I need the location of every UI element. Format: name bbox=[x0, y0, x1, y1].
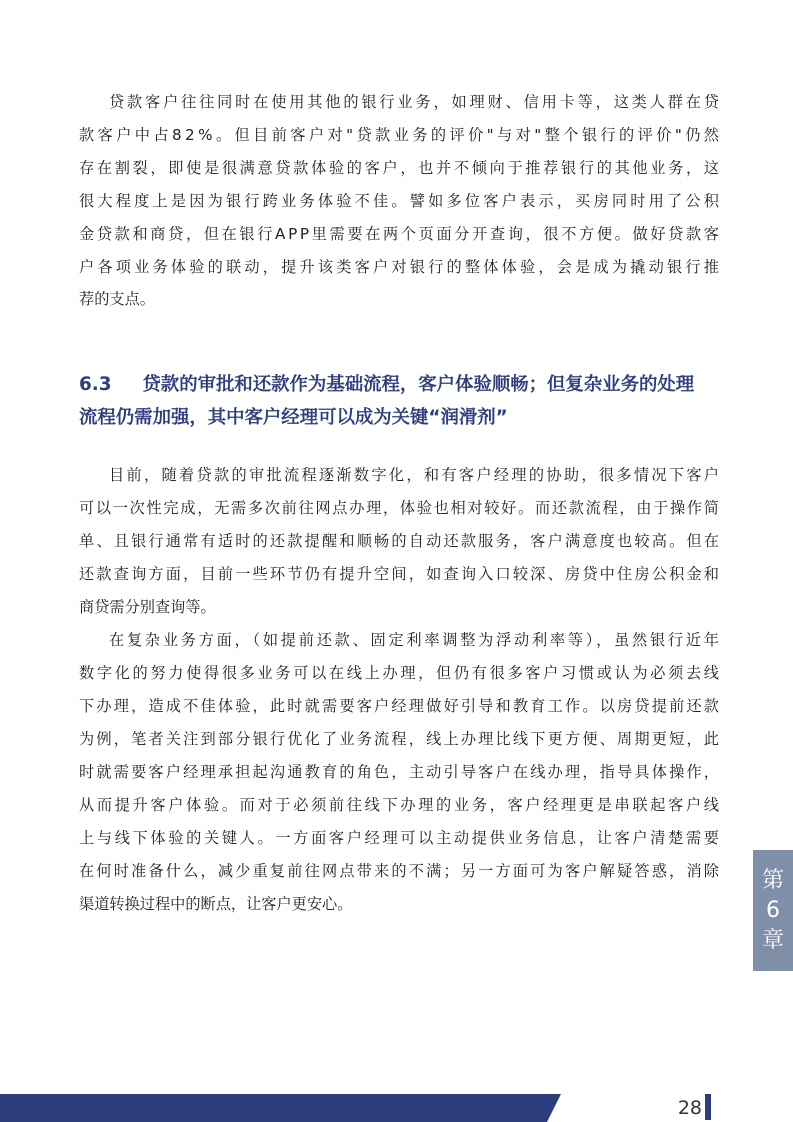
text-line: 目前，随着贷款的审批流程逐渐数字化，和有客户经理的协助，很多情况下客户 bbox=[109, 466, 722, 484]
section-title-line-1 bbox=[79, 372, 729, 398]
text-line: 存在割裂，即使是很满意贷款体验的客户，也并不倾向于推荐银行的其他业务，这 bbox=[79, 159, 722, 177]
text-line: 还款查询方面，目前一些环节仍有提升空间，如查询入口较深、房贷中住房公积金和 bbox=[79, 565, 722, 583]
text-line: 在复杂业务方面，（如提前还款、固定利率调整为浮动利率等），虽然银行近年 bbox=[109, 631, 722, 649]
text-line: 数字化的努力使得很多业务可以在线上办理，但仍有很多客户习惯或认为必须去线 bbox=[79, 664, 722, 682]
text-line: 户各项业务体验的联动，提升该类客户对银行的整体体验，会是成为撬动银行推 bbox=[79, 258, 723, 276]
chapter-tab-char: 章 bbox=[761, 927, 784, 953]
chapter-tab-char: 第 bbox=[761, 867, 784, 893]
page-marker bbox=[705, 1094, 711, 1120]
text-line: 荐的支点。 bbox=[79, 290, 155, 308]
chapter-tab bbox=[753, 850, 793, 971]
text-line: 商贷需分别查询等。 bbox=[79, 598, 216, 616]
text-line: 单、且银行通常有适时的还款提醒和顺畅的自动还款服务，客户满意度也较高。但在 bbox=[79, 532, 722, 550]
text-line: 可以一次性完成，无需多次前往网点办理，体验也相对较好。而还款流程，由于操作简 bbox=[79, 499, 721, 517]
text-line: 金贷款和商贷，但在银行APP里需要在两个页面分开查询，很不方便。做好贷款客 bbox=[79, 225, 722, 243]
chapter-tab-number: 6 bbox=[766, 897, 780, 923]
text-line: 从而提升客户体验。而对于必须前往线下办理的业务，客户经理更是串联起客户线 bbox=[79, 796, 722, 814]
footer-accent-bar bbox=[0, 1094, 561, 1122]
text-line: 款客户中占82%。但目前客户对"贷款业务的评价"与对"整个银行的评价"仍然 bbox=[79, 126, 723, 144]
text-line: 时就需要客户经理承担起沟通教育的角色，主动引导客户在线办理，指导具体操作， bbox=[79, 763, 722, 781]
section-title-text: 贷款的审批和还款作为基础流程，客户体验顺畅；但复杂业务的处理 bbox=[142, 374, 695, 395]
section-title-line-2: 流程仍需加强，其中客户经理可以成为关键“润滑剂” bbox=[79, 407, 508, 428]
text-line: 很大程度上是因为银行跨业务体验不佳。譬如多位客户表示，买房同时用了公积 bbox=[79, 192, 723, 210]
text-line: 贷款客户往往同时在使用其他的银行业务，如理财、信用卡等，这类人群在贷 bbox=[109, 93, 722, 111]
text-line: 在何时准备什么，减少重复前往网点带来的不满；另一方面可为客户解疑答惑，消除 bbox=[79, 862, 722, 880]
text-line: 下办理，造成不佳体验，此时就需要客户经理做好引导和教育工作。以房贷提前还款 bbox=[79, 697, 722, 715]
page-number: 28 bbox=[677, 1097, 702, 1119]
text-line: 上与线下体验的关键人。一方面客户经理可以主动提供业务信息，让客户清楚需要 bbox=[79, 829, 722, 847]
section-number: 6.3 bbox=[79, 374, 112, 395]
text-line: 渠道转换过程中的断点，让客户更安心。 bbox=[79, 895, 353, 913]
text-line: 为例，笔者关注到部分银行优化了业务流程，线上办理比线下更方便、周期更短，此 bbox=[79, 730, 722, 748]
